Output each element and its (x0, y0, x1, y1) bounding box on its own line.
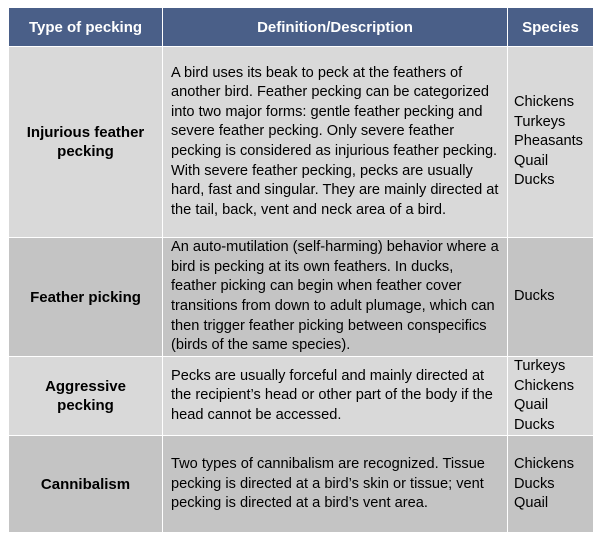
species-item: Turkeys (514, 358, 566, 374)
row-species (508, 436, 594, 533)
row-type: Aggressive pecking (9, 357, 163, 436)
table-header-row (9, 8, 594, 47)
row-species (508, 238, 594, 357)
header-type: Type of pecking (9, 8, 163, 47)
row-type: Feather picking (9, 238, 163, 357)
species-item: Ducks (514, 416, 555, 433)
pecking-types-table (8, 7, 594, 533)
species-item: Pheasants (514, 133, 583, 150)
species-item: Chickens (514, 94, 575, 111)
species-item: Ducks (514, 172, 555, 189)
row-type: Injurious feather pecking (9, 47, 163, 238)
table-row (9, 47, 594, 238)
species-item: Chickens (514, 377, 575, 394)
table-row (9, 436, 594, 533)
row-definition: A bird uses its beak to peck at the feathers of another bird. Feather pecking can be categorized into two major forms: gentle feather pecking and severe feather pecking. Only severe feather pecking is considered as injurious feather pecking. With severe feather pecking, pecks are usually hard, fast and singular. They are mainly directed at the tail, back, vent and neck area of a bird. (163, 47, 508, 238)
species-item: Quail (514, 152, 549, 169)
species-item: Ducks (514, 288, 555, 305)
row-species (508, 47, 594, 238)
row-definition: Pecks are usually forceful and mainly directed at the recipient’s head or other part of the body if the head cannot be accessed. (163, 357, 508, 436)
row-type: Cannibalism (9, 436, 163, 533)
species-item: Turkeys (514, 113, 566, 130)
species-item: Quail (514, 495, 549, 512)
row-definition: Two types of cannibalism are recognized. Tissue pecking is directed at a bird’s skin or tissue; vent pecking is directed at a bird’s vent area. (163, 436, 508, 533)
species-item: Chickens (514, 455, 575, 472)
row-definition: An auto-mutilation (self-harming) behavior where a bird is pecking at its own feathers. In ducks, feather picking can begin when feather cover transitions from down to adult plumage, which can then trigger feather picking between conspecifics (birds of the same species). (163, 238, 508, 357)
header-definition: Definition/Description (163, 8, 508, 47)
table-row (9, 357, 594, 436)
species-item: Quail (514, 397, 549, 414)
table-row (9, 238, 594, 357)
row-species (508, 357, 594, 436)
species-item: Ducks (514, 475, 555, 492)
header-species: Species (508, 8, 594, 47)
